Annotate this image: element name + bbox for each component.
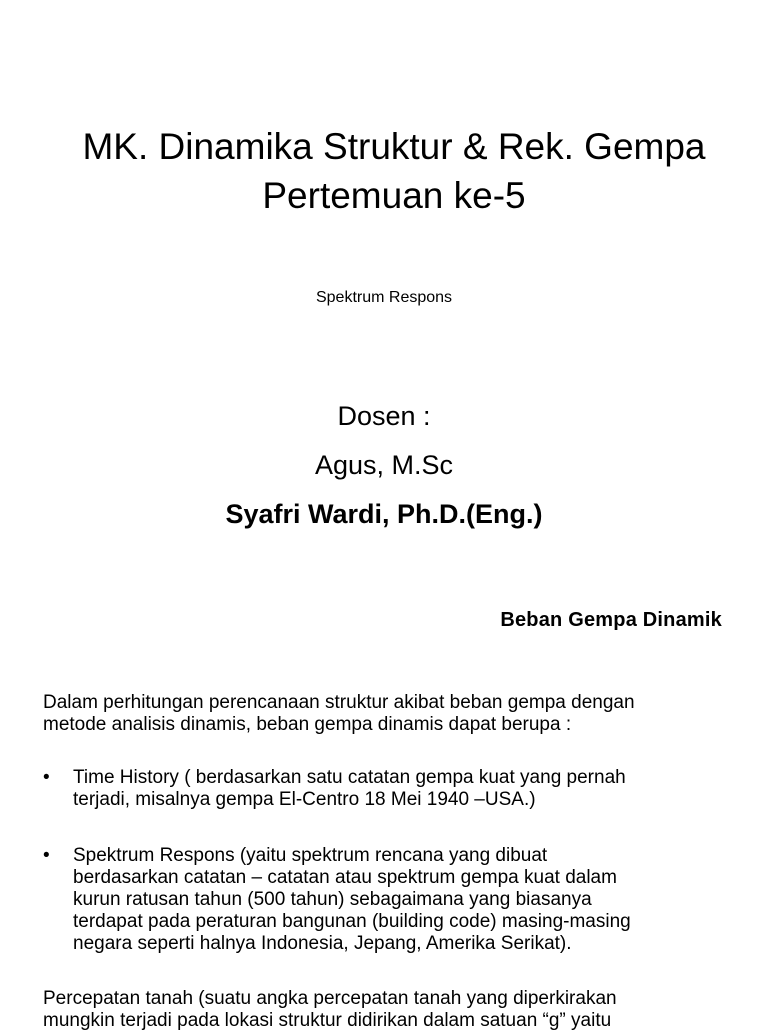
intro-line-1: Dalam perhitungan perencanaan struktur akibat beban gempa dengan xyxy=(43,692,635,713)
bullet-2-line-1: Spektrum Respons (yaitu spektrum rencana yang dibuat xyxy=(73,845,548,866)
bullet-icon: • xyxy=(43,767,50,788)
lecturer-block xyxy=(0,392,768,539)
bullet-2-line-3: kurun ratusan tahun (500 tahun) sebagaimana yang biasanya xyxy=(73,889,592,910)
closing-line-2: mungkin terjadi pada lokasi struktur didirikan dalam satuan “g” yaitu xyxy=(43,1010,612,1031)
bullet-1-line-2: terjadi, misalnya gempa El-Centro 18 Mei 1940 –USA.) xyxy=(73,789,536,810)
lecturer-heading: Dosen : xyxy=(337,401,431,431)
slide-title xyxy=(20,122,768,220)
intro-line-2: metode analisis dinamis, beban gempa dinamis dapat berupa : xyxy=(43,714,572,735)
closing-line-1: Percepatan tanah (suatu angka percepatan tanah yang diperkirakan xyxy=(43,988,617,1009)
bullet-2-line-4: terdapat pada peraturan bangunan (building code) masing-masing xyxy=(73,911,631,932)
bullet-icon: • xyxy=(43,845,50,866)
list-item-text xyxy=(73,845,733,955)
closing-paragraph xyxy=(43,988,743,1032)
section-title: Beban Gempa Dinamik xyxy=(500,609,722,631)
bullet-1-line-1: Time History ( berdasarkan satu catatan gempa kuat yang pernah xyxy=(73,767,626,788)
bullet-2-line-5: negara seperti halnya Indonesia, Jepang, Amerika Serikat). xyxy=(73,933,572,954)
title-line-1: MK. Dinamika Struktur & Rek. Gempa xyxy=(82,126,706,167)
intro-paragraph xyxy=(43,692,743,736)
bullet-2-line-2: berdasarkan catatan – catatan atau spektrum gempa kuat dalam xyxy=(73,867,617,888)
lecturer-name-2: Syafri Wardi, Ph.D.(Eng.) xyxy=(225,499,543,529)
slide-subtitle: Spektrum Respons xyxy=(315,289,453,306)
title-line-2: Pertemuan ke-5 xyxy=(262,175,526,216)
list-item xyxy=(43,767,733,811)
list-item xyxy=(43,845,733,955)
lecturer-name-1: Agus, M.Sc xyxy=(314,450,454,480)
list-item-text xyxy=(73,767,733,811)
